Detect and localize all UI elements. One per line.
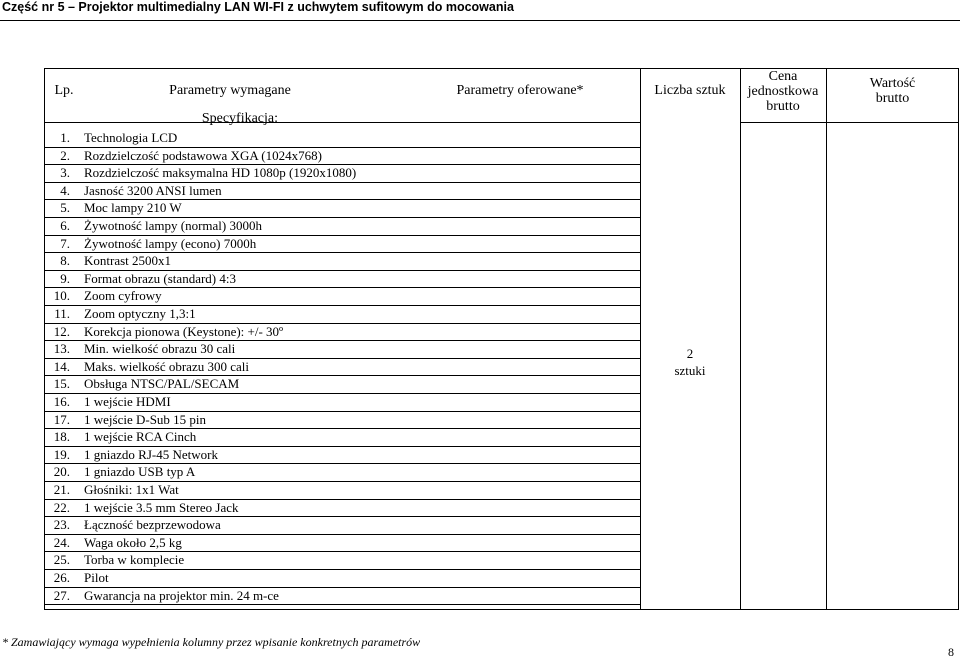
table-row xyxy=(44,305,640,323)
header-offered: Parametry oferowane* xyxy=(456,83,584,98)
header-quantity: Liczba sztuk xyxy=(654,83,726,98)
row-number: 4. xyxy=(60,182,70,198)
row-number: 20. xyxy=(53,464,70,480)
row-number: 26. xyxy=(53,570,70,585)
table-row xyxy=(44,551,640,569)
table-row xyxy=(44,358,640,376)
row-parameter: Obsługa NTSC/PAL/SECAM xyxy=(84,376,240,392)
row-number: 19. xyxy=(53,446,70,462)
row-parameter: 1 gniazdo USB typ A xyxy=(84,464,196,480)
row-number: 21. xyxy=(53,482,70,497)
row-number: 3. xyxy=(60,165,70,181)
row-number: 7. xyxy=(60,235,70,251)
header-unit-price xyxy=(740,69,826,114)
table-row xyxy=(44,182,640,200)
row-number: 12. xyxy=(53,323,70,339)
page-number: 8 xyxy=(948,645,954,659)
row-number: 2. xyxy=(60,147,70,163)
table-row xyxy=(44,534,640,552)
table-row xyxy=(44,516,640,534)
table-row xyxy=(44,499,640,517)
header-unit-price-line: jednostkowa xyxy=(747,84,819,99)
row-parameter: Zoom optyczny 1,3:1 xyxy=(84,306,196,321)
column-divider xyxy=(826,68,827,610)
row-parameter: Zoom cyfrowy xyxy=(84,288,162,304)
row-parameter: 1 wejście 3.5 mm Stereo Jack xyxy=(84,499,239,515)
row-number: 10. xyxy=(53,288,70,304)
row-number: 5. xyxy=(60,200,70,216)
title-underline xyxy=(0,20,960,21)
header-lp: Lp. xyxy=(54,83,74,98)
table-row xyxy=(44,393,640,411)
row-divider xyxy=(44,604,640,605)
table-row xyxy=(44,587,640,605)
table-row xyxy=(44,199,640,217)
row-parameter: 1 gniazdo RJ-45 Network xyxy=(84,446,218,462)
row-number: 18. xyxy=(53,429,70,445)
row-parameter: Głośniki: 1x1 Wat xyxy=(84,482,179,497)
row-number: 8. xyxy=(60,253,70,269)
table-row xyxy=(44,270,640,288)
table-row xyxy=(44,235,640,253)
table-row xyxy=(44,164,640,182)
table-row xyxy=(44,463,640,481)
row-parameter: 1 wejście HDMI xyxy=(84,394,171,409)
quantity-value: 2 xyxy=(686,346,694,361)
table-row xyxy=(44,481,640,499)
header-divider xyxy=(740,122,959,123)
row-parameter: Kontrast 2500x1 xyxy=(84,253,172,269)
row-parameter: Rozdzielczość podstawowa XGA (1024x768) xyxy=(84,147,322,163)
header-unit-price-line: brutto xyxy=(766,99,800,114)
table-row xyxy=(44,129,640,147)
table-row xyxy=(44,340,640,358)
row-number: 27. xyxy=(53,587,70,603)
row-parameter: Rozdzielczość maksymalna HD 1080p (1920x1080) xyxy=(84,165,357,181)
row-parameter: 1 wejście D-Sub 15 pin xyxy=(84,411,207,427)
row-parameter: Format obrazu (standard) 4:3 xyxy=(84,270,236,286)
row-parameter: Łączność bezprzewodowa xyxy=(84,517,221,533)
row-number: 22. xyxy=(53,499,70,515)
row-parameter: Torba w komplecie xyxy=(84,552,185,568)
table-row xyxy=(44,147,640,165)
spec-label: Specyfikacja: xyxy=(201,111,278,126)
table-row xyxy=(44,217,640,235)
row-number: 24. xyxy=(53,534,70,550)
row-number: 11. xyxy=(54,306,70,321)
column-divider xyxy=(740,68,741,610)
row-parameter: Jasność 3200 ANSI lumen xyxy=(84,182,222,198)
row-parameter: Pilot xyxy=(84,570,109,585)
row-parameter: Korekcja pionowa (Keystone): +/- 30º xyxy=(84,323,284,339)
header-value-line: Wartość xyxy=(869,76,916,91)
row-parameter: Gwarancja na projektor min. 24 m-ce xyxy=(84,587,279,603)
row-number: 15. xyxy=(53,376,70,392)
quantity-cell xyxy=(640,345,740,379)
header-required: Parametry wymagane xyxy=(169,83,291,98)
row-number: 13. xyxy=(53,341,70,357)
row-number: 23. xyxy=(53,517,70,533)
table-row xyxy=(44,411,640,429)
quantity-unit: sztuki xyxy=(674,363,706,378)
row-number: 9. xyxy=(60,270,70,286)
row-parameter: Min. wielkość obrazu 30 cali xyxy=(84,341,236,357)
row-number: 6. xyxy=(60,218,70,233)
row-number: 25. xyxy=(53,552,70,568)
table-row xyxy=(44,569,640,587)
table-row xyxy=(44,428,640,446)
row-parameter: 1 wejście RCA Cinch xyxy=(84,429,197,445)
header-value-line: brutto xyxy=(875,91,910,106)
header-unit-price-line: Cena xyxy=(768,69,798,84)
row-number: 1. xyxy=(60,130,70,145)
document-title: Część nr 5 – Projektor multimedialny LAN WI-FI z uchwytem sufitowym do mocowania xyxy=(2,0,514,14)
row-parameter: Technologia LCD xyxy=(84,130,178,145)
row-parameter: Waga około 2,5 kg xyxy=(84,534,182,550)
table-row xyxy=(44,323,640,341)
footnote: * Zamawiający wymaga wypełnienia kolumny przez wpisanie konkretnych parametrów xyxy=(2,635,421,649)
row-parameter: Maks. wielkość obrazu 300 cali xyxy=(84,358,249,374)
row-number: 17. xyxy=(53,411,70,427)
table-row xyxy=(44,375,640,393)
table-row xyxy=(44,252,640,270)
row-number: 16. xyxy=(53,394,70,409)
column-divider xyxy=(640,68,641,610)
row-parameter: Moc lampy 210 W xyxy=(84,200,182,216)
table-row xyxy=(44,287,640,305)
row-number: 14. xyxy=(53,358,70,374)
row-parameter: Żywotność lampy (econo) 7000h xyxy=(84,235,257,251)
header-value xyxy=(826,76,959,106)
row-parameter: Żywotność lampy (normal) 3000h xyxy=(84,218,262,233)
table-row xyxy=(44,446,640,464)
